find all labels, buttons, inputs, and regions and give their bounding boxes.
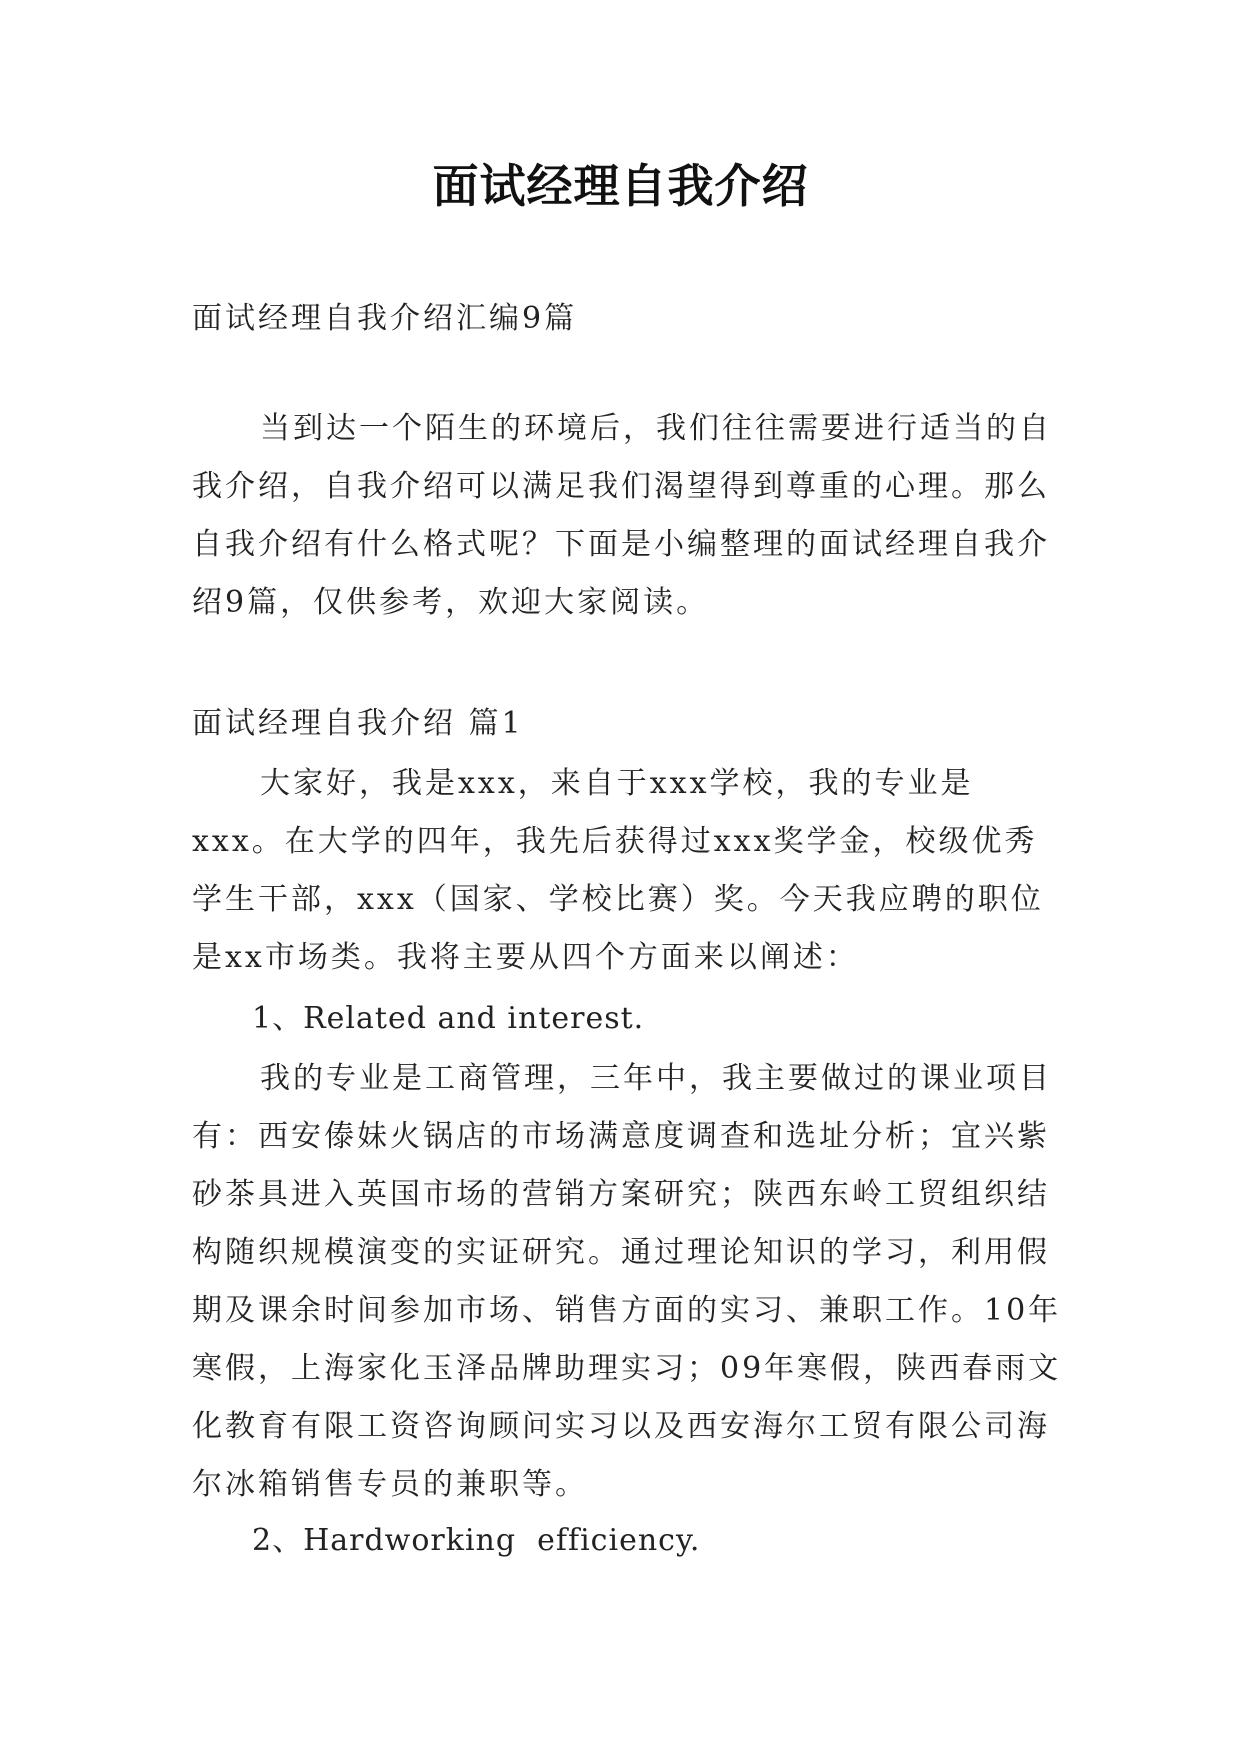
body-paragraph: 大家好，我是xxx，来自于xxx学校，我的专业是xxx。在大学的四年，我先后获得过xxx奖学金，校级优秀学生干部，xxx（国家、学校比赛）奖。今天我应聘的职位是xx市场类。我将主要从四个方面来以阐述： [192, 766, 1044, 975]
list-item: 2、Hardworking efficiency. [252, 1523, 701, 1558]
section-heading: 面试经理自我介绍 篇1 [192, 706, 524, 741]
document-title: 面试经理自我介绍 [432, 159, 809, 213]
list-item: 1、Related and interest. [252, 1001, 645, 1036]
document-subtitle: 面试经理自我介绍汇编9篇 [192, 301, 578, 336]
body-paragraph: 我的专业是工商管理，三年中，我主要做过的课业项目有：西安傣妹火锅店的市场满意度调查和选址分析；宜兴紫砂茶具进入英国市场的营销方案研究；陕西东岭工贸组织结构随织规模演变的实证研究。通过理论知识的学习，利用假期及课余时间参加市场、销售方面的实习、兼职工作。10年寒假，上海家化玉泽品牌助理实习；09年寒假，陕西春雨文化教育有限工资咨询顾问实习以及西安海尔工贸有限公司海尔冰箱销售专员的兼职等。 [192, 1061, 1062, 1502]
intro-paragraph: 当到达一个陌生的环境后，我们往往需要进行适当的自我介绍，自我介绍可以满足我们渴望得到尊重的心理。那么自我介绍有什么格式呢？下面是小编整理的面试经理自我介绍9篇，仅供参考，欢迎大家阅读。 [192, 411, 1052, 620]
